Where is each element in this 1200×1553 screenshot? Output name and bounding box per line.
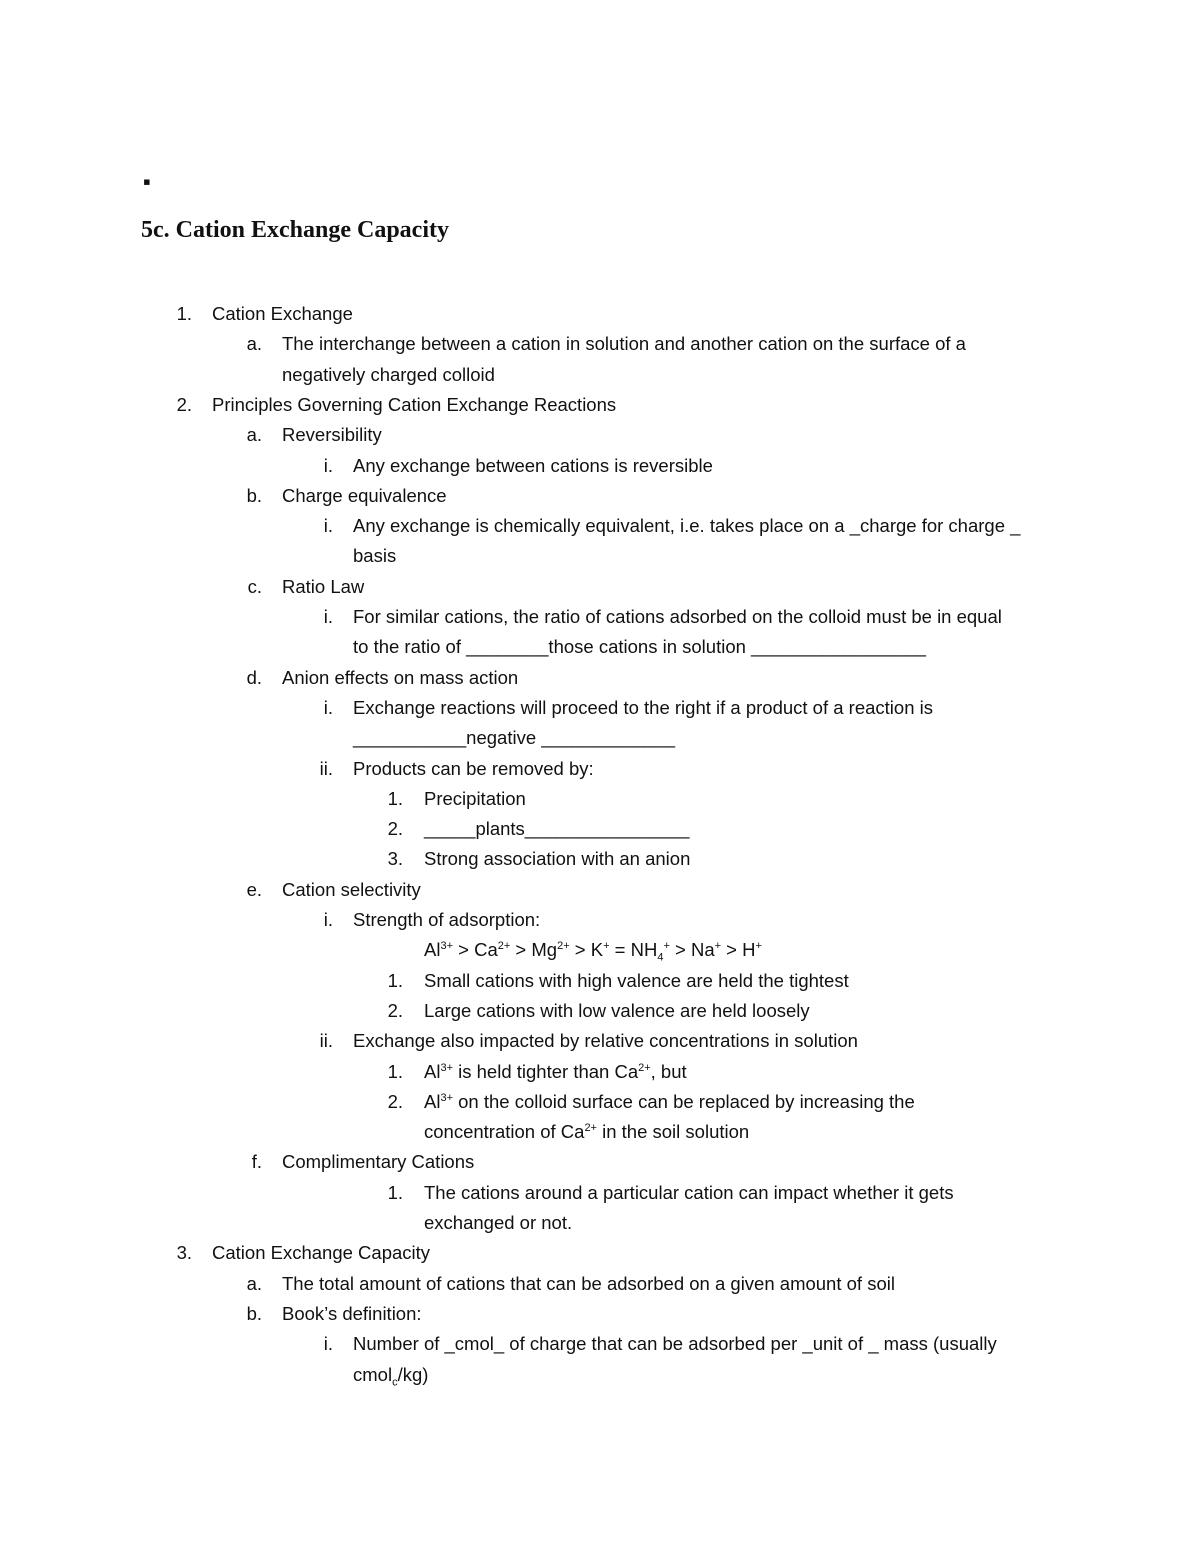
list-item-text: The cations around a particular cation can impact whether it gets bbox=[424, 1181, 954, 1203]
list-item-text: Strength of adsorption: bbox=[353, 909, 541, 930]
list-marker: e. bbox=[246, 878, 262, 900]
list-item bbox=[0, 905, 1200, 935]
bullet-dot-icon: ▪ bbox=[143, 169, 151, 194]
list-marker: 1. bbox=[387, 787, 403, 809]
list-item-text: $Al^{3+} > Ca^{2+} > Mg^{2+} > K^+ = NH_4^+ > Na^+ > H^+$ bbox=[424, 939, 762, 964]
list-marker: d. bbox=[246, 666, 262, 688]
list-item bbox=[0, 1117, 1200, 1147]
list-item-text: concentration of $Ca^{2+}$ in the soil solution bbox=[424, 1121, 750, 1143]
list-marker: i. bbox=[323, 515, 333, 537]
list-item bbox=[0, 1208, 1200, 1238]
list-marker: a. bbox=[246, 333, 262, 355]
list-item-text: Cation Exchange bbox=[212, 303, 353, 324]
list-marker: 2. bbox=[387, 999, 403, 1021]
list-item-text: Exchange reactions will proceed to the right if a product of a reaction is bbox=[353, 696, 933, 718]
list-item-text: negatively charged colloid bbox=[282, 363, 495, 385]
list-item bbox=[0, 935, 1200, 965]
list-item bbox=[0, 1026, 1200, 1056]
page-title: 5c. Cation Exchange Capacity bbox=[141, 217, 449, 243]
list-item-text: Principles Governing Cation Exchange Reactions bbox=[212, 393, 617, 415]
list-item bbox=[0, 541, 1200, 571]
list-item-text: Any exchange is chemically equivalent, i.e. takes place on a _charge for charge _ bbox=[353, 515, 1021, 537]
list-item-text: basis bbox=[353, 545, 397, 567]
list-marker: 2. bbox=[176, 393, 192, 415]
list-item-text: Charge equivalence bbox=[282, 484, 447, 506]
list-item-text: Small cations with high valence are held the tightest bbox=[424, 969, 849, 991]
list-item bbox=[0, 966, 1200, 996]
list-item-text: $Al^{3+}$ is held tighter than $Ca^{2+}$, but bbox=[424, 1060, 687, 1082]
list-item bbox=[0, 451, 1200, 481]
list-item bbox=[0, 754, 1200, 784]
list-item-text: exchanged or not. bbox=[424, 1212, 573, 1233]
list-item-text: The total amount of cations that can be adsorbed on a given amount of soil bbox=[282, 1272, 895, 1294]
list-item-text: Book’s definition: bbox=[282, 1302, 422, 1324]
list-item bbox=[0, 814, 1200, 844]
list-item-text: Cation Exchange Capacity bbox=[212, 1242, 431, 1264]
list-item-text: For similar cations, the ratio of cations adsorbed on the colloid must be in equal bbox=[353, 606, 1002, 627]
list-marker: i. bbox=[323, 909, 333, 930]
list-marker: 1. bbox=[387, 1060, 403, 1082]
list-item-text: Any exchange between cations is reversible bbox=[353, 454, 713, 476]
list-item bbox=[0, 723, 1200, 753]
list-marker: c. bbox=[247, 575, 262, 597]
list-item-text: $Al^{3+}$ on the colloid surface can be replaced by increasing the bbox=[424, 1090, 915, 1112]
list-item-text: ___________negative _____________ bbox=[353, 727, 676, 749]
list-item-text: Anion effects on mass action bbox=[282, 666, 519, 688]
list-marker: 3. bbox=[387, 848, 403, 870]
list-marker: i. bbox=[323, 1333, 333, 1355]
list-item bbox=[0, 420, 1200, 450]
list-item bbox=[0, 1087, 1200, 1117]
list-marker: 1. bbox=[387, 1181, 403, 1203]
list-marker: ii. bbox=[319, 1030, 333, 1052]
list-item bbox=[0, 1269, 1200, 1299]
list-item-text: Large cations with low valence are held loosely bbox=[424, 999, 810, 1021]
list-item bbox=[0, 299, 1200, 329]
list-item bbox=[0, 481, 1200, 511]
list-marker: a. bbox=[246, 1272, 262, 1294]
list-marker: f. bbox=[251, 1151, 262, 1173]
list-item bbox=[0, 360, 1200, 390]
list-item-text: cmol$_c$/kg) bbox=[353, 1363, 429, 1389]
list-marker: 3. bbox=[176, 1242, 192, 1264]
list-item bbox=[0, 1238, 1200, 1268]
list-item bbox=[0, 693, 1200, 723]
list-marker: ii. bbox=[319, 757, 333, 779]
list-item bbox=[0, 875, 1200, 905]
list-item-text: The interchange between a cation in solution and another cation on the surface of a bbox=[282, 333, 966, 355]
list-item-text: to the ratio of ________those cations in solution _________________ bbox=[353, 636, 926, 658]
list-marker: 1. bbox=[387, 969, 403, 991]
list-item-text: Strong association with an anion bbox=[424, 848, 691, 870]
list-marker: a. bbox=[246, 424, 262, 446]
list-marker: i. bbox=[323, 696, 333, 718]
list-item bbox=[0, 996, 1200, 1026]
list-item-text: Cation selectivity bbox=[282, 878, 421, 900]
list-item bbox=[0, 511, 1200, 541]
list-item-text: Products can be removed by: bbox=[353, 757, 594, 779]
list-item bbox=[0, 1147, 1200, 1177]
list-marker: 1. bbox=[176, 303, 192, 324]
list-marker: b. bbox=[246, 1302, 262, 1324]
list-item-text: Reversibility bbox=[282, 424, 382, 446]
list-item bbox=[0, 602, 1200, 632]
list-marker: 2. bbox=[387, 1090, 403, 1112]
list-item bbox=[0, 632, 1200, 662]
list-marker: i. bbox=[323, 454, 333, 476]
list-item-text: Precipitation bbox=[424, 787, 526, 809]
list-item-text: Exchange also impacted by relative concentrations in solution bbox=[353, 1030, 858, 1052]
list-item-text: Ratio Law bbox=[282, 575, 365, 597]
list-item bbox=[0, 663, 1200, 693]
list-item bbox=[0, 1360, 1200, 1390]
list-item-text: Complimentary Cations bbox=[282, 1151, 475, 1173]
list-item bbox=[0, 784, 1200, 814]
list-marker: i. bbox=[323, 606, 333, 627]
list-item bbox=[0, 329, 1200, 359]
list-marker: b. bbox=[246, 484, 262, 506]
list-item-text: Number of _cmol_ of charge that can be adsorbed per _unit of _ mass (usually bbox=[353, 1333, 997, 1355]
list-item bbox=[0, 1299, 1200, 1329]
list-item-text: _____plants________________ bbox=[424, 818, 690, 840]
list-item bbox=[0, 572, 1200, 602]
list-marker: 2. bbox=[387, 818, 403, 840]
list-item bbox=[0, 1057, 1200, 1087]
list-item bbox=[0, 390, 1200, 420]
list-item bbox=[0, 844, 1200, 874]
list-item bbox=[0, 1178, 1200, 1208]
list-item bbox=[0, 1329, 1200, 1359]
